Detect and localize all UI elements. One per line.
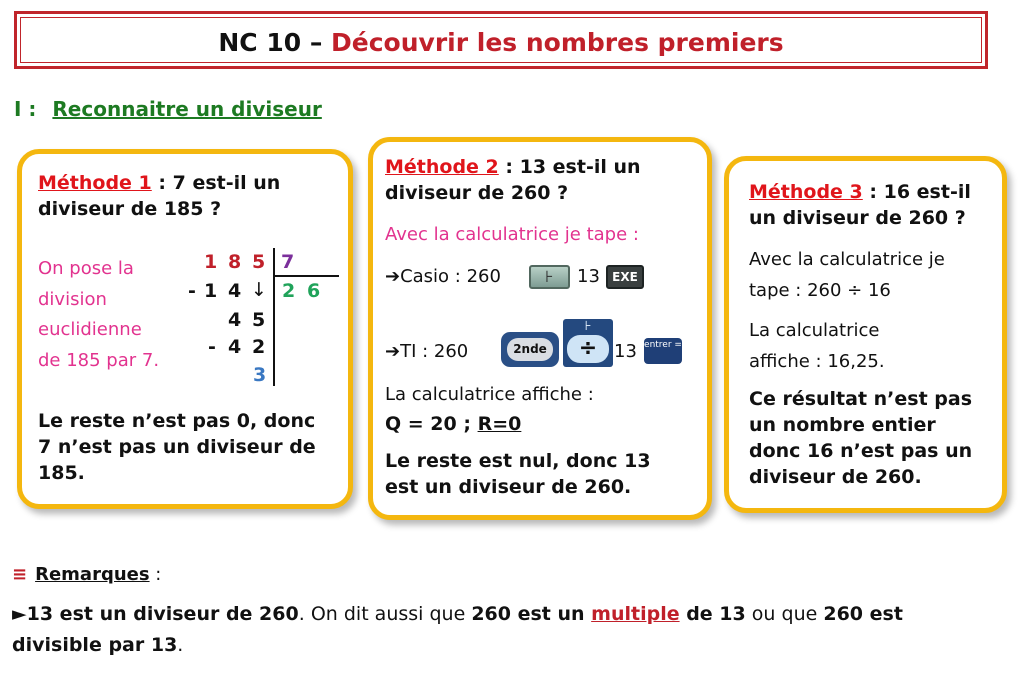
remark-text: . On dit aussi que (298, 603, 472, 625)
method2-question-a: : 13 est-il un (498, 156, 641, 178)
list-icon: ≡ (12, 564, 28, 585)
remarks-label: Remarques (35, 564, 150, 585)
page-title (17, 28, 985, 57)
minus-sign: - (188, 280, 196, 302)
method1-heading: Méthode 1 (38, 172, 152, 194)
division-horizontal-line (273, 275, 339, 277)
pose-line: division (38, 288, 107, 310)
conclusion-line: est un diviseur de 260. (385, 476, 632, 498)
conclusion-line: 185. (38, 462, 85, 484)
section-heading (14, 97, 322, 121)
conclusion-line: 7 n’est pas un diviseur de (38, 436, 316, 458)
method3-conclusion (749, 386, 972, 490)
result-r: R=0 (477, 413, 522, 435)
remarks-heading (12, 564, 161, 585)
remark-bold: 13 est un diviseur de 260 (26, 603, 299, 625)
method3-question (749, 179, 971, 231)
method2-question-b: diviseur de 260 ? (385, 182, 569, 204)
result-q: Q = 20 ; (385, 413, 478, 435)
pose-line: de 185 par 7. (38, 349, 160, 371)
dividend-digit: 1 (204, 251, 218, 273)
remark-bold: divisible par 13 (12, 634, 178, 656)
quotient-digit: 2 (282, 280, 296, 302)
triangle-bullet-icon: ► (12, 603, 27, 625)
method3-line: affiche : 16,25. (749, 351, 885, 372)
remarks-colon: : (149, 564, 162, 585)
divisor: 7 (281, 251, 295, 273)
method3-line: tape : 260 ÷ 16 (749, 280, 891, 301)
method1-card (17, 149, 353, 509)
method2-intro: Avec la calculatrice je tape : (385, 224, 639, 245)
title-box (14, 11, 988, 69)
rem1-digit: 4 (228, 309, 242, 331)
dividend-digit: 5 (252, 251, 266, 273)
method2-question (385, 154, 641, 206)
minus-sign: - (208, 336, 216, 358)
method2-display-line: La calculatrice affiche : (385, 384, 594, 405)
rem1-digit: 5 (252, 309, 266, 331)
method3-line: Avec la calculatrice je (749, 249, 945, 270)
dividend-digit: 8 (228, 251, 242, 273)
remark-bold: 260 est un (471, 603, 592, 625)
division-vertical-line (273, 248, 275, 386)
ti-entrer-key-icon: entrer = (644, 338, 682, 364)
casio-prefix: ➔Casio : 260 (385, 266, 501, 287)
title-prefix: NC 10 – (218, 28, 332, 57)
casio-mid: 13 (577, 266, 600, 287)
ti-2nde-key-icon: 2nde (501, 332, 559, 367)
method1-question-a: : 7 est-il un (151, 172, 281, 194)
ti-divide-key-icon: ⊦ ÷ (563, 319, 613, 367)
casio-exe-key-icon: EXE (606, 265, 644, 289)
remark-text: . (177, 634, 184, 656)
method3-heading: Méthode 3 (749, 181, 863, 203)
conclusion-line: un nombre entier (749, 414, 936, 436)
conclusion-line: Le reste est nul, donc 13 (385, 450, 651, 472)
pose-line: euclidienne (38, 319, 142, 340)
method2-result (385, 411, 521, 437)
conclusion-line: donc 16 n’est pas un (749, 440, 973, 462)
pose-line: On pose la (38, 258, 134, 279)
conclusion-line: diviseur de 260. (749, 466, 922, 488)
method1-question (38, 170, 280, 222)
quotient-digit: 6 (307, 280, 321, 302)
euclidean-division (172, 248, 342, 392)
remark-bold: 260 est (823, 603, 903, 625)
remark-line-2 (12, 634, 183, 656)
title-main: Découvrir les nombres premiers (331, 28, 784, 57)
conclusion-line: Ce résultat n’est pas (749, 388, 973, 410)
method3-lines2 (749, 315, 885, 377)
ti-mid: 13 (614, 341, 637, 362)
method3-line: La calculatrice (749, 320, 880, 341)
conclusion-line: Le reste n’est pas 0, donc (38, 410, 316, 432)
sub2-digit: 4 (228, 336, 242, 358)
method1-pose (38, 254, 159, 376)
sub1-digit: 1 (204, 280, 218, 302)
down-arrow-icon: ↓ (251, 279, 267, 301)
remark-line-1 (12, 603, 903, 625)
method2-conclusion (385, 448, 651, 500)
casio-fraction-key-icon: ⊦ (529, 265, 570, 289)
method3-question-b: un diviseur de 260 ? (749, 207, 966, 229)
remark-bold: de 13 (679, 603, 746, 625)
sub1-digit: 4 (228, 280, 242, 302)
section-number: I : (14, 97, 37, 121)
ti-prefix: ➔TI : 260 (385, 341, 469, 362)
method3-card (724, 156, 1007, 513)
remark-text: ou que (745, 603, 824, 625)
method1-question-b: diviseur de 185 ? (38, 198, 222, 220)
multiple-word: multiple (591, 603, 680, 625)
method3-question-a: : 16 est-il (862, 181, 971, 203)
method1-conclusion (38, 408, 316, 486)
method3-lines1 (749, 244, 945, 306)
method2-card (368, 137, 712, 520)
sub2-digit: 2 (252, 336, 266, 358)
method2-heading: Méthode 2 (385, 156, 499, 178)
remainder-digit: 3 (253, 364, 267, 386)
section-label: Reconnaitre un diviseur (52, 97, 322, 121)
